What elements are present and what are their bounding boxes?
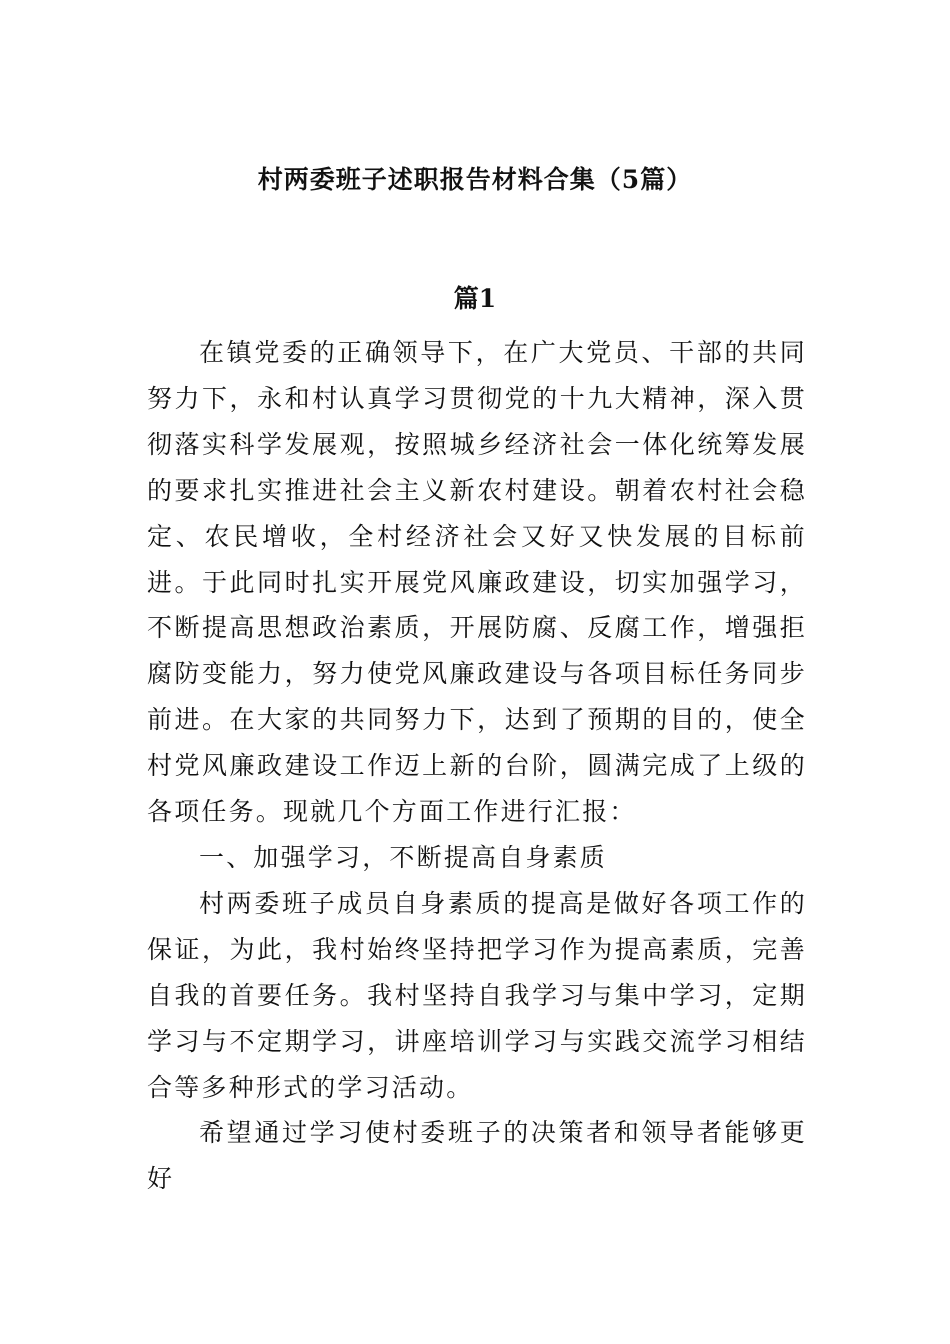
section-title: 篇1 [453, 284, 497, 313]
heading-study: 一、加强学习，不断提高自身素质 [199, 842, 608, 872]
paragraph-hope: 希望通过学习使村委班子的决策者和领导者能够更好 [147, 1118, 807, 1194]
paragraph-study: 村两委班子成员自身素质的提高是做好各项工作的保证，为此，我村始终坚持把学习作为提高素质，完善自我的首要任务。我村坚持自我学习与集中学习，定期学习与不定期学习，讲座培训学习与实践交流学习相结合等多种形式的学习活动。 [147, 888, 807, 1102]
document-body [147, 330, 807, 1202]
paragraph-intro: 在镇党委的正确领导下，在广大党员、干部的共同努力下，永和村认真学习贯彻党的十九大精神，深入贯彻落实科学发展观，按照城乡经济社会一体化统筹发展的要求扎实推进社会主义新农村建设。朝着农村社会稳定、农民增收，全村经济社会又好又快发展的目标前进。于此同时扎实开展党风廉政建设，切实加强学习，不断提高思想政治素质，开展防腐、反腐工作，增强拒腐防变能力，努力使党风廉政建设与各项目标任务同步前进。在大家的共同努力下，达到了预期的目的，使全村党风廉政建设工作迈上新的台阶，圆满完成了上级的各项任务。现就几个方面工作进行汇报： [147, 338, 807, 827]
document-title: 村两委班子述职报告材料合集（5篇） [257, 165, 693, 194]
